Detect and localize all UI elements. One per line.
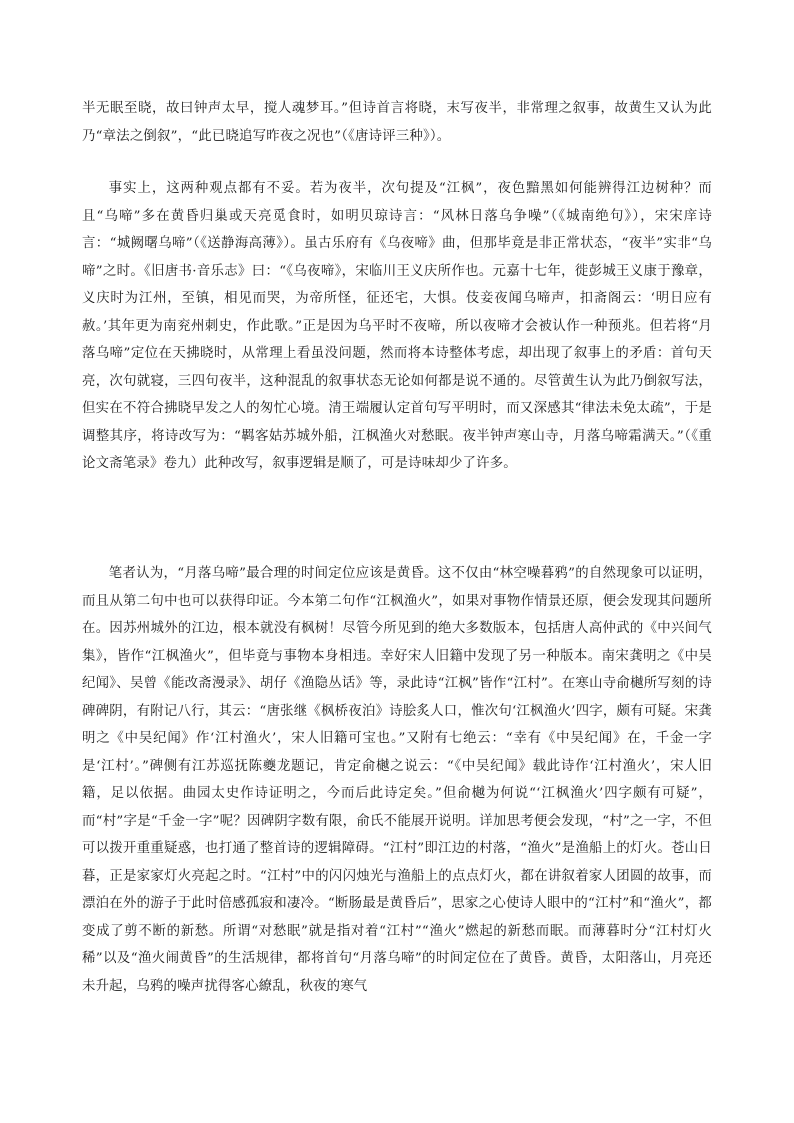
paragraph-2: 事实上，这两种观点都有不妥。若为夜半，次句提及“江枫”，夜色黯黑如何能辨得江边树种？而且“乌啼”多在黄昏归巢或天亮觅食时，如明贝琼诗言：“风林日落乌争噪”（《城南绝句》），宋宋庠诗言：“城阙曙乌啼”（《送静海高薄》）。虽古乐府有《乌夜啼》曲，但那毕竟是非正常状态，“夜半”实非“乌啼”之时。《旧唐书·音乐志》曰：“《乌夜啼》，宋临川王义庆所作也。元嘉十七年，徙彭城王义康于豫章，义庆时为江州，至镇，相见而哭，为帝所怪，征还宅，大惧。伎妾夜闻乌啼声，扣斋阁云：‘明日应有赦。’其年更为南兖州刺史，作此歌。”正是因为乌平时不夜啼，所以夜啼才会被认作一种预兆。但若将“月落乌啼”定位在天拂晓时，从常理上看虽没问题，然而将本诗整体考虑，却出现了叙事上的矛盾：首句天亮，次句就寝，三四句夜半，这种混乱的叙事状态无论如何都是说不通的。尽管黄生认为此乃倒叙写法，但实在不符合拂晓早发之人的匆忙心境。清王端履认定首句写平明时，而又深感其“律法未免太疏”，于是调整其序，将诗改写为：“羁客姑苏城外船，江枫渔火对愁眠。夜半钟声寒山寺，月落乌啼霜满天。”（《重论文斋笔录》卷九）此种改写，叙事逻辑是顺了，可是诗味却少了许多。	[82, 181, 712, 471]
paragraph-3: 笔者认为，“月落乌啼”最合理的时间定位应该是黄昏。这不仅由“林空噪暮鸦”的自然现象可以证明，而且从第二句中也可以获得印证。今本第二句作“江枫渔火”，如果对事物作情景还原，便会发现其问题所在。因苏州城外的江边，根本就没有枫树！尽管今所见到的绝大多数版本，包括唐人高仲武的《中兴间气集》，皆作“江枫渔火”，但毕竟与事物本身相违。幸好宋人旧籍中发现了另一种版本。南宋龚明之《中吴纪闻》、吴曾《能改斋漫录》、胡仔《渔隐丛话》等，录此诗“江枫”皆作“江村”。在寒山寺俞樾所写刻的诗碑碑阴，有附记八行，其云：“唐张继《枫桥夜泊》诗脍炙人口，惟次句‘江枫渔火’四字，颇有可疑。宋龚明之《中吴纪闻》作‘江村渔火’，宋人旧籍可宝也。”又附有七绝云：“幸有《中吴纪闻》在，千金一字是‘江村’。”碑侧有江苏巡抚陈夔龙题记，肯定俞樾之说云：“《中吴纪闻》载此诗作‘江村渔火’，宋人旧籍，足以依据。曲园太史作诗证明之，今而后此诗定矣。”但俞樾为何说“‘江枫渔火’四字颇有可疑”，而“村”字是“千金一字”呢？因碑阴字数有限，俞氏不能展开说明。详加思考便会发现，“村”之一字，不但可以拨开重重疑惑，也打通了整首诗的逻辑障碍。“江村”即江边的村落，“渔火”是渔船上的灯火。苍山日暮，正是家家灯火亮起之时。“江村”中的闪闪烛光与渔船上的点点灯火，都在讲叙着家人团圆的故事，而漂泊在外的游子于此时倍感孤寂和凄冷。“断肠最是黄昏后”，思家之心使诗人眼中的“江村”和“渔火”，都变成了剪不断的新愁。所谓“对愁眠”就是指对着“江村”“渔火”燃起的新愁而眠。而薄暮时分“江村灯火稀”以及“渔火闹黄昏”的生活规律，都将首句“月落乌啼”的时间定位在了黄昏。黄昏，太阳落山，月亮还未升起，乌鸦的噪声扰得客心繚乱，秋夜的寒气	[82, 566, 712, 994]
paragraph-1: 半无眠至晓，故曰钟声太早，搅人魂梦耳。”但诗首言将晓，末写夜半，非常理之叙事，故黄生又认为此乃“章法之倒叙”，“此已晓追写昨夜之况也”（《唐诗评三种》）。	[82, 101, 712, 144]
